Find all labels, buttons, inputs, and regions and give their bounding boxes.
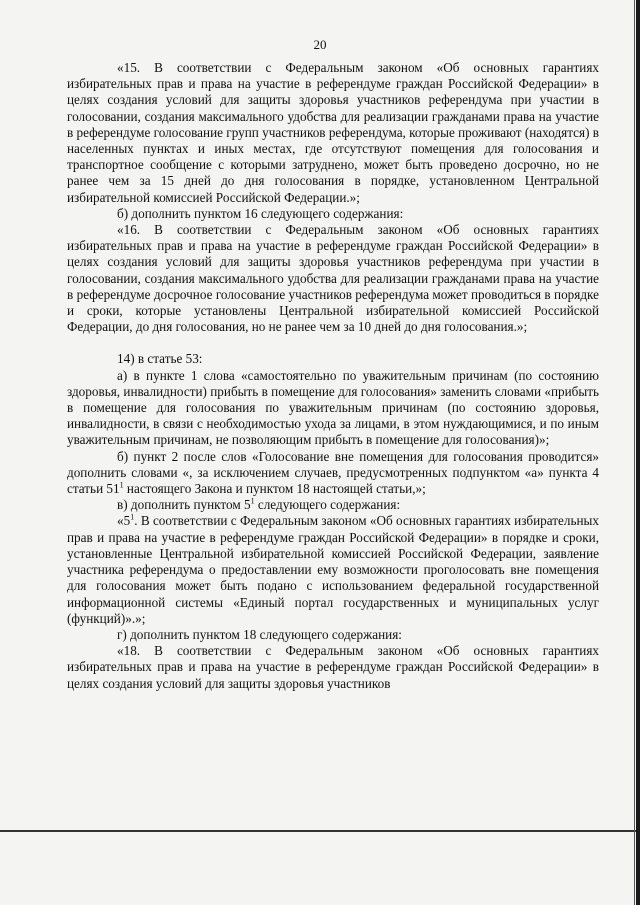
scan-right-edge-line	[634, 0, 635, 905]
paragraph-b-add-16: б) дополнить пунктом 16 следующего содержания:	[117, 205, 404, 221]
paragraph-5-1-text-end: . В соответствии с Федеральным законом «Об основных гарантиях избирательных прав и права на участие в референдуме граждан Российской Федерации» в порядке и сроки, установленные Центральной избирательной комиссией Российской Федерации, заявление участника референдума о предоставлении ему возможности проголосовать вне помещения для голосования может быть подано с использованием федеральной государственной информационной системы «Единый портал государственных и муниципальных услуг (функций)».»;	[67, 513, 599, 626]
paragraph-a: а) в пункте 1 слова «самостоятельно по уважительным причинам (по состоянию здоровья, инвалидности) прибыть в помещение для голосования» заменить словами «прибыть в помещение для голосования по уважительным причинам (по состоянию здоровья, инвалидности, в связи с необходимостью ухода за лицами, в этом нуждающимися, и по иным уважительным причинам, не позволяющим прибыть в помещение для голосования)»;	[67, 367, 599, 448]
paragraph-v-text-start: в) дополнить пунктом 5	[117, 497, 251, 513]
paragraph-5-1-text-start: «5	[117, 513, 131, 529]
paragraph-v	[67, 497, 599, 513]
paragraph-15: «15. В соответствии с Федеральным законом «Об основных гарантиях избирательных прав и права на участие в референдуме граждан Российской Федерации» в целях создания условий для защиты здоровья участников референдума при участии в голосовании, создания максимального удобства для реализации гражданами права на участие в референдуме голосование групп участников референдума, которые проживают (находятся) в населенных пунктах и иных местах, где отсутствуют помещения для голосования и транспортное сообщение с которыми затруднено, может быть проведено досрочно, но не ранее чем за 15 дней до дня голосования в порядке, установленном Центральной избирательной комиссией Российской Федерации.»;	[67, 60, 599, 205]
paragraph-16: «16. В соответствии с Федеральным законом «Об основных гарантиях избирательных прав и права на участие в референдуме граждан Российской Федерации» в целях создания условий для защиты здоровья участников референдума при участии в голосовании, создания максимального удобства для реализации гражданами права на участие в референдуме досрочное голосование участников референдума может проводиться в порядке и сроки, которые установлены Центральной избирательной комиссией Российской Федерации, до дня голосования, но не ранее чем за 10 дней до дня голосования.»;	[67, 222, 599, 335]
superscript: 1	[250, 496, 255, 506]
paragraph-14-article-53: 14) в статье 53:	[117, 351, 203, 367]
paragraph-b-text-start: б) пункт 2 после слов «Голосование вне помещения для голосования проводится» дополнить словами «, за исключением случаев, предусмотренных подпунктом «а» пункта 4 статьи 51	[67, 448, 599, 497]
superscript: 1	[119, 480, 124, 490]
paragraph-5-1	[67, 513, 599, 626]
paragraph-b-text-end: настоящего Закона и пунктом 18 настоящей статьи,»;	[123, 481, 426, 497]
paragraph-v-text-end: следующего содержания:	[254, 497, 401, 513]
paragraph-g: г) дополнить пунктом 18 следующего содержания:	[117, 626, 402, 642]
paragraph-18: «18. В соответствии с Федеральным законом «Об основных гарантиях избирательных прав и права на участие в референдуме граждан Российской Федерации» в целях создания условий для защиты здоровья участников	[67, 643, 599, 691]
paragraph-b-item-2	[67, 449, 599, 498]
page-number: 20	[313, 37, 327, 52]
document-body	[67, 60, 599, 692]
scan-right-edge	[636, 0, 640, 905]
superscript: 1	[130, 513, 135, 523]
scan-bottom-edge	[0, 830, 640, 832]
